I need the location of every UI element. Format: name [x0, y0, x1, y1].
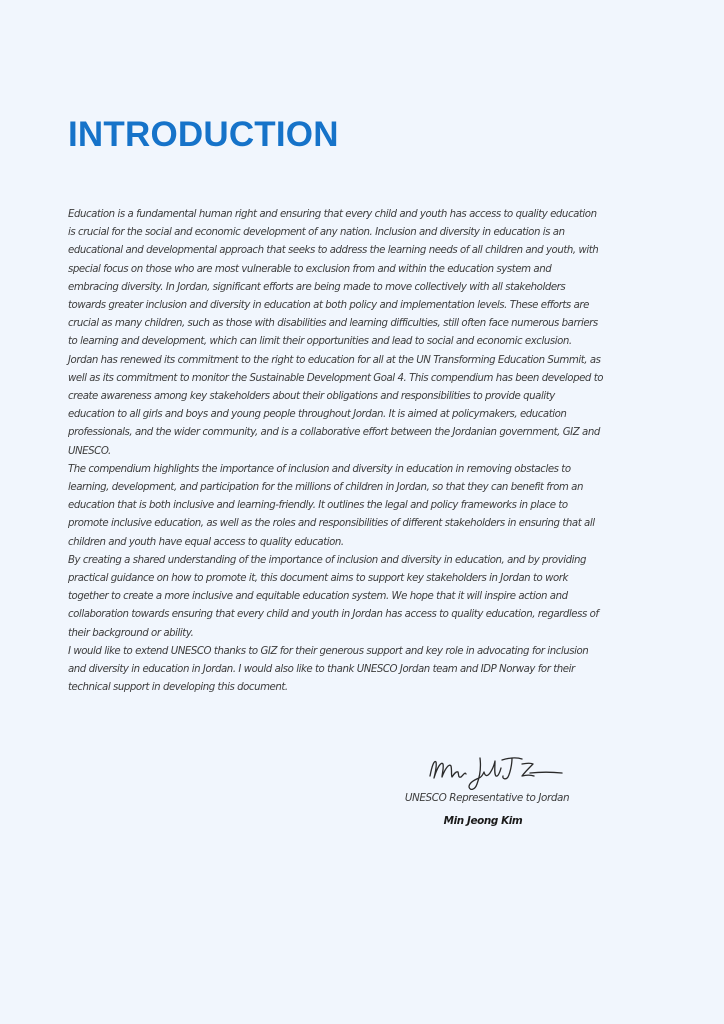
- paragraph-3: The compendium highlights the importance of inclusion and diversity in education in removing obstacles to learning, development, and participation for the millions of children in Jordan, so that they can benefit from an education that is both inclusive and learning-friendly. It outlines the legal and policy frameworks in place to promote inclusive education, as well as the roles and responsibilities of different stakeholders in ensuring that all children and youth have equal access to quality education.: [68, 463, 595, 548]
- page-title: INTRODUCTION: [68, 115, 339, 154]
- signature-block: [380, 752, 600, 842]
- introduction-body: [68, 206, 604, 697]
- paragraph-2: Jordan has renewed its commitment to the right to education for all at the UN Transforming Education Summit, as well as its commitment to monitor the Sustainable Development Goal 4. This compendium has been developed to create awareness among key stakeholders about their obligations and responsibilities to provide quality education to all girls and boys and young people throughout Jordan. It is aimed at policymakers, education professionals, and the wider community, and is a collaborative effort between the Jordanian government, GIZ and UNESCO.: [68, 354, 604, 457]
- paragraph-1: Education is a fundamental human right and ensuring that every child and youth has access to quality education is crucial for the social and economic development of any nation. Inclusion and diversity in education is an educational and developmental approach that seeks to address the learning needs of all children and youth, with special focus on those who are most vulnerable to exclusion from and within the education system and embracing diversity. In Jordan, significant efforts are being made to move collectively with all stakeholders towards greater inclusion and diversity in education at both policy and implementation levels. These efforts are crucial as many children, such as those with disabilities and learning difficulties, still often face numerous barriers to learning and development, which can limit their opportunities and lead to social and economic exclusion.: [68, 209, 599, 348]
- paragraph-5: I would like to extend UNESCO thanks to GIZ for their generous support and key role in advocating for inclusion and diversity in education in Jordan. I would also like to thank UNESCO Jordan team and IDP Norway for their technical support in developing this document.: [68, 645, 589, 694]
- signatory-name: Min Jeong Kim: [443, 815, 523, 827]
- signatory-role: UNESCO Representative to Jordan: [404, 792, 570, 804]
- paragraph-4: By creating a shared understanding of the importance of inclusion and diversity in education, and by providing practical guidance on how to promote it, this document aims to support key stakeholders in Jordan to work together to create a more inclusive and equitable education system. We hope that it will inspire action and collaboration towards ensuring that every child and youth in Jordan has access to quality education, regardless of their background or ability.: [68, 554, 599, 639]
- handwritten-signature: [424, 752, 564, 794]
- signature-text: MinJeongKim: [424, 752, 431, 753]
